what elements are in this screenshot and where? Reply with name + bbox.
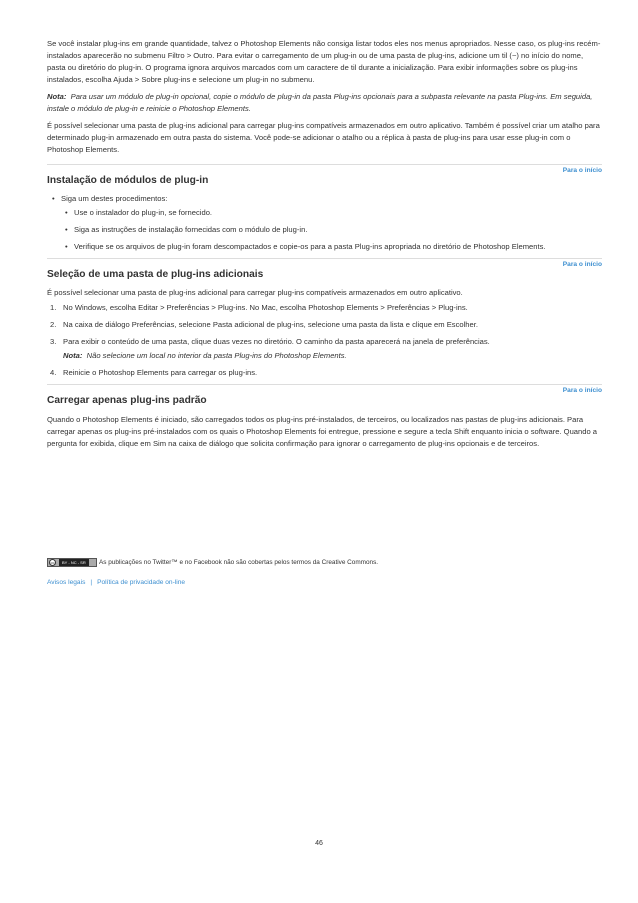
list-item: [61, 193, 602, 253]
step-item: [47, 302, 602, 314]
intro-paragraph-2: É possível selecionar uma pasta de plug-ins adicional para carregar plug-ins compatíveis armazenados em outro aplicativo. Também é possível criar um atalho para determinado plug-in armazenado em outra pasta do sistema. Você pode-se adicionar o atalho ou a réplica à pasta de plug-ins para usar esse plug-in com o Photoshop Elements.: [47, 121, 600, 154]
intro-note: [47, 91, 602, 115]
privacy-policy-link[interactable]: Política de privacidade on-line: [97, 579, 186, 586]
sub-list: [61, 207, 602, 253]
cc-notice: As publicações no Twitter™ e no Facebook não são cobertas pelos termos da Creative Commons.: [99, 558, 379, 566]
legal-notices-link[interactable]: Avisos legais: [47, 579, 86, 586]
note-label: Nota:: [47, 92, 67, 101]
step-number: 4.: [50, 368, 57, 377]
step-text: No Windows, escolha Editar > Preferências > Plug-ins. No Mac, escolha Photoshop Elements > Preferências > Plug-ins.: [63, 303, 468, 312]
step-number: 1.: [50, 303, 57, 312]
note-label: Nota:: [63, 351, 83, 360]
section-header-folder: [47, 259, 602, 283]
section-header-install: [47, 165, 602, 189]
section-header-default: [47, 385, 602, 409]
legal-links: [47, 579, 602, 586]
step-text: Reinicie o Photoshop Elements para carregar os plug-ins.: [63, 368, 258, 377]
sub-list-item: • Use o instalador do plug-in, se fornecido.: [74, 207, 602, 219]
back-to-top-link[interactable]: Para o início: [562, 261, 602, 268]
step-item: [47, 336, 602, 362]
creative-commons-badge-icon[interactable]: [47, 558, 97, 567]
sub-list-item: • Verifique se os arquivos de plug-in foram descompactados e copie-os para a pasta Plug-ins apropriada no diretório de Photoshop Elements.: [74, 241, 602, 253]
step-item: [47, 367, 602, 379]
document-page: [47, 38, 602, 450]
section-body: Quando o Photoshop Elements é iniciado, são carregados todos os plug-ins pré-instalados, de terceiros, ou localizados nas pastas de plug-ins adicionais. Para carregar apenas os plug-ins pré-instalados com os quais o Photoshop Elements foi entregue, pressione e segure a tecla Shift enquanto inicia o software. Quando a pergunta for exibida, clique em Sim na caixa de diálogo que solicita confirmação para ignorar o carregamento de plug-ins opcionais e de terceiros.: [47, 415, 598, 448]
page-footer: [47, 556, 602, 586]
step-text: Para exibir o conteúdo de uma pasta, clique duas vezes no diretório. O caminho da pasta aparecerá na janela de preferências.: [63, 337, 490, 346]
cc-symbol: cc: [50, 559, 55, 565]
bullet-text: Siga um destes procedimentos:: [61, 194, 168, 203]
step-item: [47, 319, 602, 331]
intro-paragraph-1: Se você instalar plug-ins em grande quantidade, talvez o Photoshop Elements não consiga listar todos eles nos menus apropriados. Nesse caso, os plug-ins recém-instalados aparecerão no submenu Filtro > Outro. Para evitar o carregamento de um plug-in ou de uma pasta de plug-ins, adicione um til (~) no início do nome, pasta ou diretório do plug-in. O programa ignora arquivos marcados com um caractere de til durante a inicialização. Para exibir informações sobre os plug-ins instalados, escolha Ajuda > Sobre plug-ins e selecione um plug-in no submenu.: [47, 39, 601, 84]
section-title: Carregar apenas plug-ins padrão: [47, 395, 207, 406]
step-number: 3.: [50, 337, 57, 346]
back-to-top-link[interactable]: Para o início: [562, 387, 602, 394]
section-title: Instalação de módulos de plug-in: [47, 175, 209, 186]
creative-commons-row: [47, 556, 602, 568]
cc-license-text: BY - NC - SR: [59, 559, 89, 566]
step-text: Na caixa de diálogo Preferências, selecione Pasta adicional de plug-ins, selecione uma pasta da lista e clique em Escolher.: [63, 320, 478, 329]
procedure-list: [47, 193, 602, 253]
section-intro: É possível selecionar uma pasta de plug-ins adicional para carregar plug-ins compatíveis armazenados em outro aplicativo.: [47, 288, 463, 297]
back-to-top-link[interactable]: Para o início: [562, 167, 602, 174]
page-number: 46: [315, 840, 323, 847]
link-separator: |: [90, 579, 93, 586]
step-number: 2.: [50, 320, 57, 329]
note-text: Para usar um módulo de plug-in opcional, copie o módulo de plug-in da pasta Plug-ins opcionais para a subpasta relevante na pasta Plug-ins. Em seguida, instale o módulo de plug-in e reinicie o Photoshop Elements.: [47, 92, 593, 113]
section-title: Seleção de uma pasta de plug-ins adicionais: [47, 269, 264, 280]
steps-list: [47, 302, 602, 379]
step-note: [63, 350, 602, 362]
sub-list-item: • Siga as instruções de instalação fornecidas com o módulo de plug-in.: [74, 224, 602, 236]
note-text: Não selecione um local no interior da pasta Plug-ins do Photoshop Elements.: [86, 351, 347, 360]
